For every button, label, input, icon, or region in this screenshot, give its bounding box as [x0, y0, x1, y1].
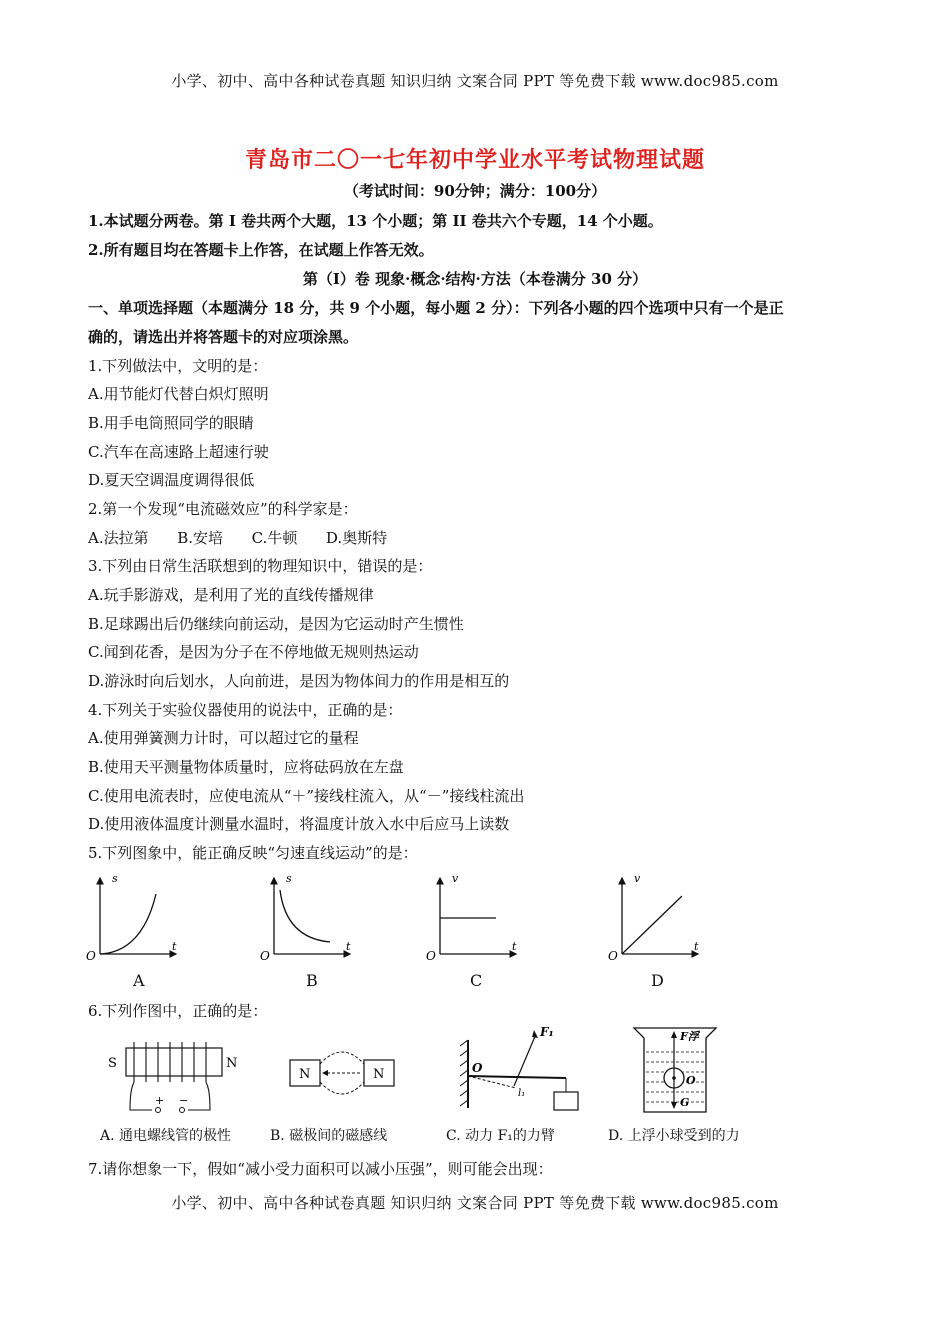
q6-d-o-label: O — [686, 1074, 696, 1087]
q4-option-a: A.使用弹簧测力计时，可以超过它的量程 — [88, 729, 359, 747]
q5-c-origin: O — [426, 949, 436, 963]
q2-options: A.法拉第 B.安培 C.牛顿 D.奥斯特 — [88, 529, 388, 547]
section-header: 第（I）卷 现象·概念·结构·方法（本卷满分 30 分） — [302, 270, 648, 288]
q5-label-d: D — [651, 971, 664, 990]
q6-diagram-beaker — [630, 1022, 730, 1116]
q5-a-origin: O — [86, 949, 96, 963]
q5-label-b: B — [306, 971, 318, 990]
q6-diagram-magnets — [284, 1046, 404, 1102]
q5-d-origin: O — [608, 949, 618, 963]
q3-option-a: A.玩手影游戏，是利用了光的直线传播规律 — [88, 586, 374, 604]
q1-option-d: D.夏天空调温度调得很低 — [88, 471, 255, 489]
note-2: 2.所有题目均在答题卡上作答，在试题上作答无效。 — [88, 241, 434, 259]
q1-option-c: C.汽车在高速路上超速行驶 — [88, 443, 269, 461]
q4-option-c: C.使用电流表时，应使电流从“＋”接线柱流入，从“－”接线柱流出 — [88, 787, 525, 805]
q1-stem: 1.下列做法中，文明的是： — [88, 357, 268, 375]
q5-graph-b — [258, 868, 358, 966]
q5-graph-d — [606, 868, 706, 966]
q6-stem: 6.下列作图中，正确的是： — [88, 1002, 268, 1020]
q6-c-l-label: l₁ — [518, 1088, 526, 1099]
q4-stem: 4.下列关于实验仪器使用的说法中，正确的是： — [88, 701, 403, 719]
q6-caption-a: A. 通电螺线管的极性 — [100, 1128, 232, 1144]
q6-a-plus: + — [155, 1094, 165, 1107]
q4-option-d: D.使用液体温度计测量水温时，将温度计放入水中后应马上读数 — [88, 815, 510, 833]
q5-graph-c — [424, 868, 524, 966]
q5-d-x-label: t — [694, 940, 699, 953]
q6-a-n-label: N — [226, 1056, 238, 1071]
page-title: 青岛市二〇一七年初中学业水平考试物理试题 — [244, 147, 705, 173]
note-1: 1.本试题分两卷。第 I 卷共两个大题，13 个小题；第 II 卷共六个专题，14 个小题。 — [88, 212, 663, 230]
q3-option-d: D.游泳时向后划水，人向前进，是因为物体间力的作用是相互的 — [88, 672, 510, 690]
q5-a-y-label: s — [112, 872, 118, 885]
q6-c-f-label: F₁ — [540, 1025, 554, 1039]
page-footer: 小学、初中、高中各种试卷真题 知识归纳 文案合同 PPT 等免费下载 www.doc985.com — [171, 1194, 779, 1212]
part1-instructions-2: 确的，请选出并将答题卡的对应项涂黑。 — [88, 328, 359, 346]
q6-b-left-label: N — [299, 1067, 311, 1082]
q2-stem: 2.第一个发现“电流磁效应”的科学家是： — [88, 500, 358, 518]
q6-a-minus: − — [179, 1094, 189, 1107]
q7-stem: 7.请你想象一下，假如“减小受力面积可以减小压强”，则可能会出现： — [88, 1160, 553, 1178]
q5-label-c: C — [470, 971, 483, 990]
q5-b-y-label: s — [286, 872, 292, 885]
q6-b-right-label: N — [373, 1067, 385, 1082]
q5-a-x-label: t — [172, 940, 177, 953]
q5-d-y-label: v — [634, 872, 641, 885]
q6-d-g-label: G — [680, 1096, 690, 1109]
part1-instructions-1: 一、单项选择题（本题满分 18 分，共 9 个小题，每小题 2 分）：下列各小题的四个选项中只有一个是正 — [88, 299, 784, 317]
q6-caption-c: C. 动力 F₁的力臂 — [446, 1128, 555, 1144]
q4-option-b: B.使用天平测量物体质量时，应将砝码放在左盘 — [88, 758, 404, 776]
q5-b-x-label: t — [346, 940, 351, 953]
q1-option-a: A.用节能灯代替白炽灯照明 — [88, 385, 269, 403]
q6-caption-d: D. 上浮小球受到的力 — [608, 1128, 740, 1144]
q6-a-s-label: S — [108, 1056, 117, 1071]
page-header: 小学、初中、高中各种试卷真题 知识归纳 文案合同 PPT 等免费下载 www.doc985.com — [171, 72, 779, 90]
q5-b-origin: O — [260, 949, 270, 963]
q5-stem: 5.下列图象中，能正确反映“匀速直线运动”的是： — [88, 844, 418, 862]
q3-option-b: B.足球踢出后仍继续向前运动，是因为它运动时产生惯性 — [88, 615, 464, 633]
exam-subtitle: （考试时间：90分钟；满分：100分） — [343, 182, 607, 200]
q3-option-c: C.闻到花香，是因为分子在不停地做无规则热运动 — [88, 643, 419, 661]
q5-c-y-label: v — [452, 872, 459, 885]
q5-graph-a — [84, 868, 184, 966]
q5-c-x-label: t — [512, 940, 517, 953]
q6-diagram-solenoid — [104, 1034, 244, 1120]
q6-caption-b: B. 磁极间的磁感线 — [270, 1128, 388, 1144]
q6-d-f-label: F浮 — [680, 1030, 699, 1043]
q6-diagram-lever — [456, 1022, 596, 1114]
q1-option-b: B.用手电筒照同学的眼睛 — [88, 414, 254, 432]
q6-c-o-label: O — [472, 1061, 483, 1075]
q5-label-a: A — [133, 971, 145, 990]
q3-stem: 3.下列由日常生活联想到的物理知识中，错误的是： — [88, 557, 433, 575]
